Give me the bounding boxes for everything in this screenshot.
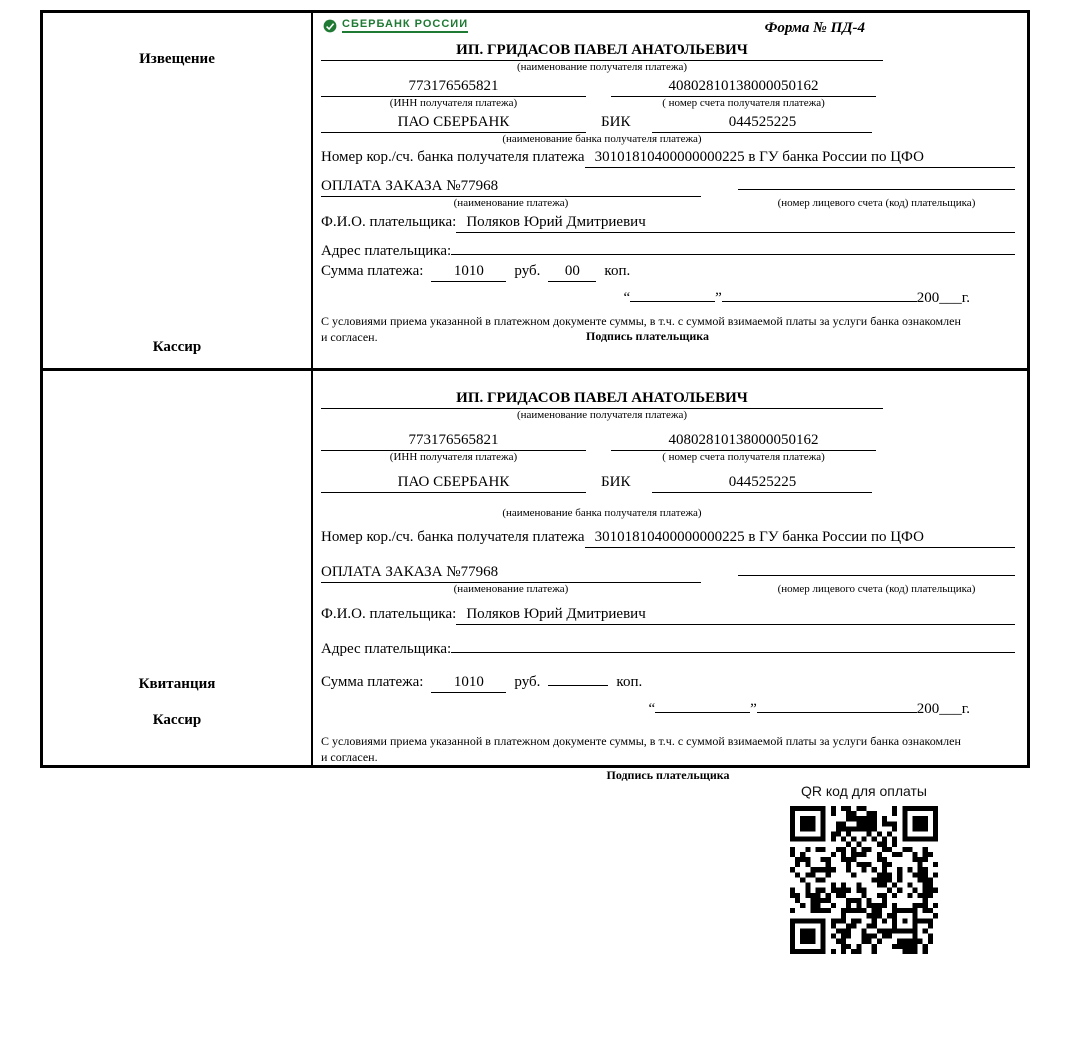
payer-name-value: Поляков Юрий Дмитриевич	[456, 214, 1015, 233]
cashier-label: Кассир	[152, 712, 202, 728]
inn-account-row	[321, 432, 1015, 451]
rub-label: руб.	[514, 674, 541, 690]
sum-rub-value: 1010	[431, 263, 506, 282]
address-blank	[451, 634, 1015, 653]
payer-account-blank	[738, 557, 1015, 576]
payment-form-pd4	[40, 10, 1030, 783]
sberbank-logo-icon	[323, 19, 337, 33]
payer-name-value: Поляков Юрий Дмитриевич	[456, 606, 1015, 625]
inn-value: 773176565821	[321, 432, 586, 451]
account-value: 40802810138000050162	[611, 432, 876, 451]
date-line	[321, 699, 1015, 718]
sum-kop-value: 00	[548, 263, 596, 282]
address-row	[321, 634, 1015, 658]
purpose-captions	[321, 197, 1015, 211]
bank-bik-row	[321, 114, 1015, 133]
inn-caption: (ИНН получателя платежа)	[389, 96, 518, 109]
date-year: 200___г.	[916, 290, 970, 306]
recipient-name: ИП. ГРИДАСОВ ПАВЕЛ АНАТОЛЬЕВИЧ	[321, 42, 883, 61]
purpose-value: ОПЛАТА ЗАКАЗА №77968	[321, 564, 701, 583]
recipient-caption: (наименование получателя платежа)	[516, 409, 688, 421]
date-close-quote: ”	[750, 701, 757, 717]
address-label: Адрес плательщика:	[321, 641, 452, 657]
signature-label: Подпись плательщика	[586, 329, 709, 344]
payer-account-blank	[738, 171, 1015, 190]
sberbank-logo-text: СБЕРБАНК РОССИИ	[342, 18, 468, 33]
terms-text: С условиями приема указанной в платежном документе суммы, в т.ч. с суммой взимаемой платы за услуги банка ознакомлен и согласен.	[321, 734, 961, 764]
sum-row	[321, 263, 1015, 282]
cashier-label: Кассир	[152, 339, 202, 355]
address-blank	[451, 236, 1015, 255]
terms-text: С условиями приема указанной в платежном документе суммы, в т.ч. с суммой взимаемой платы за услуги банка ознакомлен и согласен.	[321, 314, 961, 344]
bank-name-value: ПАО СБЕРБАНК	[321, 474, 586, 493]
notice-left-cell	[43, 13, 313, 368]
date-month-blank	[722, 288, 917, 302]
receipt-left-cell	[43, 371, 313, 765]
terms-block	[321, 314, 1015, 345]
sberbank-logo	[323, 18, 1015, 33]
purpose-caption: (наименование платежа)	[453, 583, 569, 596]
qr-label: QR код для оплаты	[800, 783, 927, 799]
sum-kop-blank	[548, 667, 608, 686]
sum-label: Сумма платежа:	[321, 674, 424, 690]
corr-account-value: 30101810400000000225 в ГУ банка России по ЦФО	[585, 529, 1015, 548]
sum-rub-value: 1010	[431, 674, 506, 693]
bank-caption: (наименование банка получателя платежа)	[502, 132, 702, 145]
payer-label: Ф.И.О. плательщика:	[321, 606, 457, 622]
corr-account-label: Номер кор./сч. банка получателя платежа	[321, 149, 585, 166]
payer-row	[321, 606, 1015, 625]
date-day-blank	[655, 699, 750, 713]
kop-label: коп.	[604, 263, 631, 279]
address-label: Адрес плательщика:	[321, 243, 452, 259]
bank-caption: (наименование банка получателя платежа)	[502, 506, 702, 519]
payer-label: Ф.И.О. плательщика:	[321, 214, 457, 230]
inn-account-captions	[321, 451, 1015, 465]
account-caption: ( номер счета получателя платежа)	[662, 96, 825, 109]
date-day-blank	[630, 288, 715, 302]
signature-label: Подпись плательщика	[606, 768, 730, 783]
payer-row	[321, 214, 1015, 233]
inn-value: 773176565821	[321, 78, 586, 97]
bik-label: БИК	[601, 113, 631, 130]
kop-label: коп.	[616, 674, 643, 690]
sum-row	[321, 667, 1015, 693]
section-notice	[43, 13, 1027, 371]
corr-account-label: Номер кор./сч. банка получателя платежа	[321, 529, 585, 546]
form-number: Форма № ПД-4	[764, 20, 865, 36]
date-open-quote: “	[648, 701, 656, 717]
notice-label: Извещение	[139, 51, 215, 67]
payer-account-caption: (номер лицевого счета (код) плательщика)	[777, 583, 976, 596]
corr-account-row	[321, 149, 1015, 168]
receipt-content	[313, 371, 1027, 783]
purpose-row	[321, 557, 1015, 583]
recipient-caption: (наименование получателя платежа)	[516, 61, 688, 73]
purpose-caption: (наименование платежа)	[453, 197, 569, 210]
recipient-name: ИП. ГРИДАСОВ ПАВЕЛ АНАТОЛЬЕВИЧ	[321, 390, 883, 409]
account-value: 40802810138000050162	[611, 78, 876, 97]
bank-bik-row	[321, 474, 1015, 493]
recipient-block	[321, 390, 883, 423]
bank-caption-block	[321, 133, 883, 147]
inn-account-row	[321, 78, 1015, 97]
inn-caption: (ИНН получателя платежа)	[389, 450, 518, 463]
receipt-label: Квитанция	[138, 676, 216, 692]
notice-content	[313, 13, 1027, 368]
terms-block	[321, 734, 1015, 783]
purpose-captions	[321, 583, 1015, 597]
inn-account-captions	[321, 97, 1015, 111]
date-open-quote: “	[623, 290, 631, 306]
recipient-block	[321, 42, 883, 75]
purpose-row	[321, 171, 1015, 197]
account-caption: ( номер счета получателя платежа)	[662, 450, 825, 463]
date-line	[321, 288, 1015, 307]
bik-value: 044525225	[652, 474, 872, 493]
date-year: 200___г.	[916, 701, 970, 717]
notice-header-row	[321, 18, 1015, 40]
bank-caption-block	[321, 507, 883, 521]
address-row	[321, 236, 1015, 260]
bik-label: БИК	[601, 473, 631, 490]
sum-label: Сумма платежа:	[321, 263, 424, 279]
payer-account-caption: (номер лицевого счета (код) плательщика)	[777, 197, 976, 210]
rub-label: руб.	[514, 263, 541, 279]
purpose-value: ОПЛАТА ЗАКАЗА №77968	[321, 178, 701, 197]
corr-account-value: 30101810400000000225 в ГУ банка России по ЦФО	[585, 149, 1015, 168]
corr-account-row	[321, 529, 1015, 548]
bank-name-value: ПАО СБЕРБАНК	[321, 114, 586, 133]
bik-value: 044525225	[652, 114, 872, 133]
date-close-quote: ”	[715, 290, 722, 306]
qr-code	[790, 806, 938, 954]
date-month-blank	[757, 699, 917, 713]
section-receipt	[43, 371, 1027, 783]
